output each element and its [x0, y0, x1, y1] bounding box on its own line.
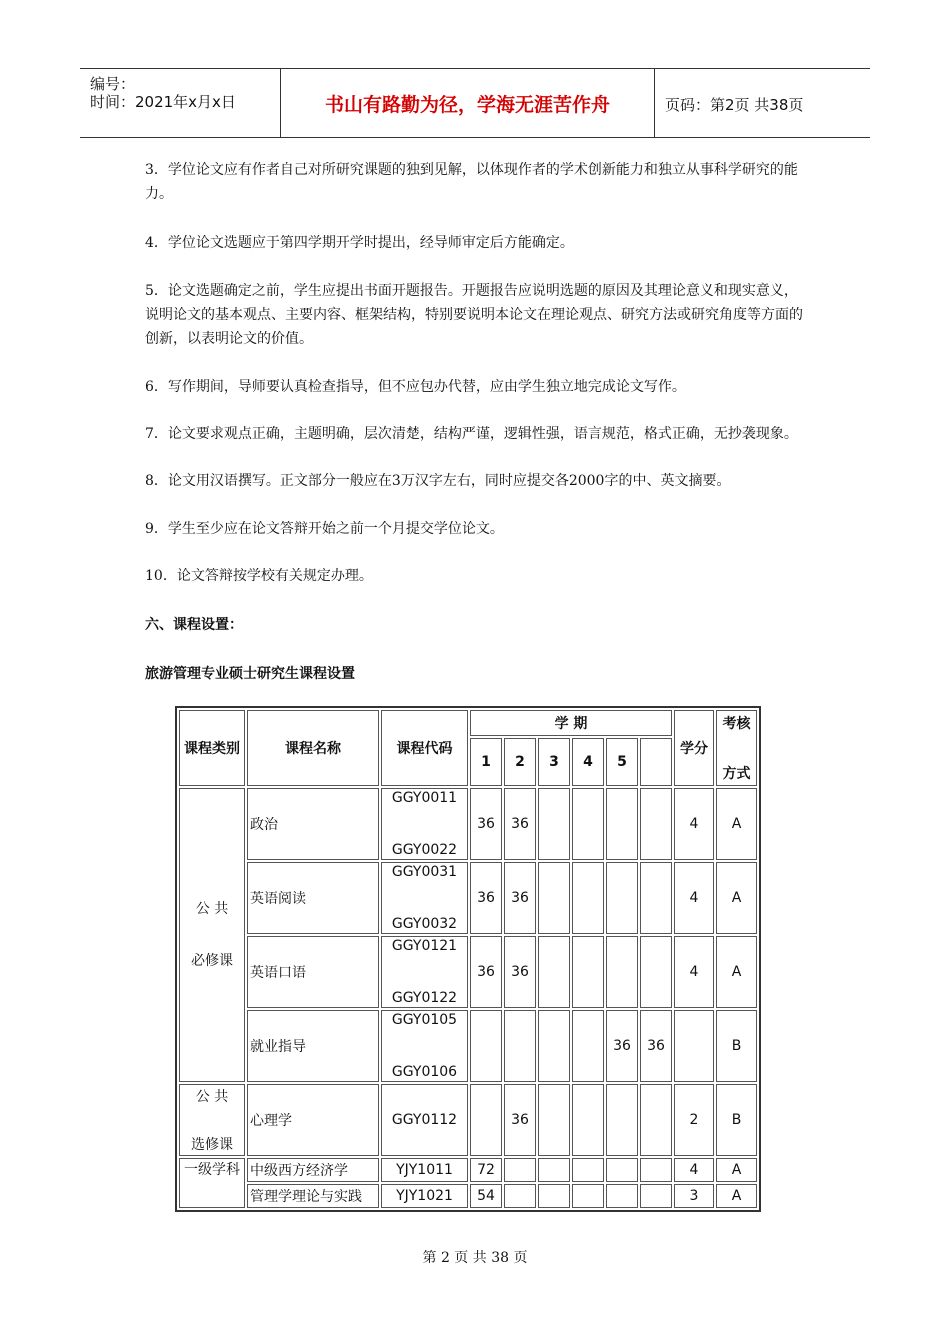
page-footer: 第 2 页 共 38 页 — [422, 1250, 528, 1266]
course-name: 英语口语 — [247, 936, 379, 1008]
paragraph-5: 5．论文选题确定之前，学生应提出书面开题报告。开题报告应说明选题的原因及其理论意义和现实意义，说明论文的基本观点、主要内容、框架结构，特别要说明本论文在理论观点、研究方法或研究角度等方面的创新，以表明论文的价值。 — [145, 283, 803, 347]
header-exam-line2: 方式 — [722, 766, 751, 782]
sem4-hours — [572, 1010, 604, 1082]
number-label: 编号： — [90, 75, 136, 93]
paragraph-3: 3．学位论文应有作者自己对所研究课题的独到见解，以体现作者的学术创新能力和独立从事科学研究的能力。 — [145, 162, 798, 202]
sem3-hours — [538, 862, 570, 934]
sem5-hours — [606, 788, 638, 860]
course-name: 就业指导 — [247, 1010, 379, 1082]
sem2-hours — [504, 1010, 536, 1082]
code-line2: GGY0032 — [391, 916, 458, 932]
credit: 4 — [674, 862, 714, 934]
page-info: 页码：第2页 共38页 — [665, 96, 804, 114]
sem3-hours — [538, 936, 570, 1008]
header-exam — [716, 710, 757, 786]
code-line1: GGY0031 — [391, 864, 458, 880]
course-name: 英语阅读 — [247, 862, 379, 934]
group-public-required-line1: 公 共 — [195, 901, 229, 917]
sem2-hours: 36 — [504, 862, 536, 934]
group-public-required — [179, 788, 245, 1082]
sem5-hours — [606, 1184, 638, 1208]
paragraph-6: 6．写作期间，导师要认真检查指导，但不应包办代替，应由学生独立地完成论文写作。 — [145, 379, 686, 395]
sem2-hours — [504, 1184, 536, 1208]
header-sem6 — [640, 738, 672, 786]
sem2-hours: 36 — [504, 936, 536, 1008]
sem6-hours — [640, 1184, 672, 1208]
sem5-hours — [606, 1084, 638, 1156]
header-category: 课程类别 — [179, 710, 245, 786]
exam-method: B — [716, 1010, 757, 1082]
course-code: YJY1011 — [381, 1158, 468, 1182]
header-sem3: 3 — [538, 738, 570, 786]
code-line1: GGY0105 — [391, 1012, 458, 1028]
sem2-hours — [504, 1158, 536, 1182]
sem3-hours — [538, 1010, 570, 1082]
course-code — [381, 936, 468, 1008]
paragraph-9: 9．学生至少应在论文答辩开始之前一个月提交学位论文。 — [145, 521, 504, 537]
code-line2: GGY0106 — [391, 1064, 458, 1080]
sem1-hours: 72 — [470, 1158, 502, 1182]
paragraph-4: 4．学位论文选题应于第四学期开学时提出，经导师审定后方能确定。 — [145, 235, 574, 251]
motto: 书山有路勤为径，学海无涯苦作舟 — [281, 69, 655, 137]
exam-method: B — [716, 1084, 757, 1156]
group-public-elective-line1: 公 共 — [195, 1089, 229, 1105]
sem1-hours: 36 — [470, 862, 502, 934]
group-first-level: 一级学科 — [179, 1158, 245, 1208]
sem6-hours — [640, 936, 672, 1008]
table-title: 旅游管理专业硕士研究生课程设置 — [145, 666, 355, 682]
course-name: 中级西方经济学 — [247, 1158, 379, 1182]
sem5-hours: 36 — [606, 1010, 638, 1082]
date-label: 时间：2021年x月x日 — [90, 93, 236, 111]
paragraph-8: 8．论文用汉语撰写。正文部分一般应在3万汉字左右，同时应提交各2000字的中、英文摘要。 — [145, 473, 731, 489]
sem6-hours: 36 — [640, 1010, 672, 1082]
sem6-hours — [640, 1158, 672, 1182]
code-line2: GGY0022 — [391, 842, 458, 858]
header-sem5: 5 — [606, 738, 638, 786]
sem2-hours: 36 — [504, 788, 536, 860]
credit: 4 — [674, 936, 714, 1008]
header-sem2: 2 — [504, 738, 536, 786]
header-exam-line1: 考核 — [722, 716, 751, 732]
credit: 3 — [674, 1184, 714, 1208]
header-credit: 学分 — [674, 710, 714, 786]
exam-method: A — [716, 1184, 757, 1208]
course-name: 管理学理论与实践 — [247, 1184, 379, 1208]
sem1-hours — [470, 1084, 502, 1156]
header-sem4: 4 — [572, 738, 604, 786]
exam-method: A — [716, 1158, 757, 1182]
header-info-cell — [80, 69, 281, 137]
sem4-hours — [572, 1184, 604, 1208]
credit: 2 — [674, 1084, 714, 1156]
exam-method: A — [716, 862, 757, 934]
course-name: 政治 — [247, 788, 379, 860]
sem3-hours — [538, 1158, 570, 1182]
sem6-hours — [640, 1084, 672, 1156]
sem5-hours — [606, 936, 638, 1008]
section-title: 六、课程设置： — [145, 617, 243, 633]
sem1-hours: 36 — [470, 936, 502, 1008]
credit — [674, 1010, 714, 1082]
exam-method: A — [716, 936, 757, 1008]
sem4-hours — [572, 788, 604, 860]
sem6-hours — [640, 862, 672, 934]
sem5-hours — [606, 862, 638, 934]
course-code: GGY0112 — [381, 1084, 468, 1156]
sem4-hours — [572, 1084, 604, 1156]
code-line1: GGY0121 — [391, 938, 458, 954]
header-sem1: 1 — [470, 738, 502, 786]
sem1-hours: 36 — [470, 788, 502, 860]
code-line1: GGY0011 — [391, 790, 458, 806]
header-name: 课程名称 — [247, 710, 379, 786]
sem1-hours — [470, 1010, 502, 1082]
sem6-hours — [640, 788, 672, 860]
course-code — [381, 1010, 468, 1082]
sem3-hours — [538, 788, 570, 860]
sem4-hours — [572, 1158, 604, 1182]
header-semester: 学 期 — [470, 710, 672, 736]
sem2-hours: 36 — [504, 1084, 536, 1156]
credit: 4 — [674, 1158, 714, 1182]
course-table — [175, 706, 761, 1212]
course-code: YJY1021 — [381, 1184, 468, 1208]
paragraph-10: 10．论文答辩按学校有关规定办理。 — [145, 568, 373, 584]
credit: 4 — [674, 788, 714, 860]
group-public-required-line2: 必修课 — [191, 953, 233, 969]
paragraph-7: 7．论文要求观点正确，主题明确，层次清楚，结构严谨，逻辑性强，语言规范，格式正确，无抄袭现象。 — [145, 426, 798, 442]
sem3-hours — [538, 1184, 570, 1208]
course-code — [381, 862, 468, 934]
sem5-hours — [606, 1158, 638, 1182]
group-public-elective-line2: 选修课 — [191, 1137, 233, 1153]
header-code: 课程代码 — [381, 710, 468, 786]
course-code — [381, 788, 468, 860]
group-public-elective — [179, 1084, 245, 1156]
sem4-hours — [572, 936, 604, 1008]
sem4-hours — [572, 862, 604, 934]
code-line2: GGY0122 — [391, 990, 458, 1006]
exam-method: A — [716, 788, 757, 860]
sem3-hours — [538, 1084, 570, 1156]
sem1-hours: 54 — [470, 1184, 502, 1208]
page-header — [80, 68, 870, 138]
course-name: 心理学 — [247, 1084, 379, 1156]
